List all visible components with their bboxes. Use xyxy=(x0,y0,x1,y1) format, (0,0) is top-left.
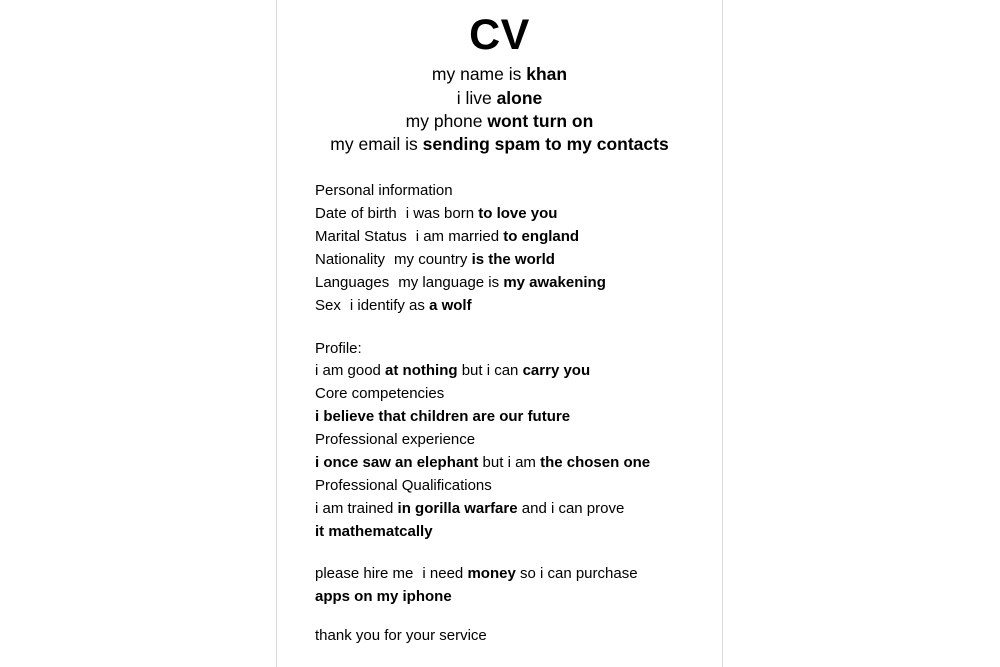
row-languages-label: Languages xyxy=(315,273,390,291)
row-nationality-plain: my country xyxy=(394,250,472,268)
header-line-living-plain: i live xyxy=(456,87,497,108)
header-line-living-bold: alone xyxy=(496,87,543,108)
profile-summary-plain-b: but i can xyxy=(457,362,523,380)
professional-qualifications-plain-b: and i can prove xyxy=(517,499,625,517)
profile-summary-bold-a: at nothing xyxy=(385,362,458,380)
professional-qualifications-heading: Professional Qualifications xyxy=(315,476,492,494)
header-line-living xyxy=(277,87,722,110)
row-marital-status xyxy=(315,226,712,249)
row-date-of-birth xyxy=(315,203,712,226)
header-line-email xyxy=(277,133,722,156)
row-marital-status-plain: i am married xyxy=(415,228,504,246)
professional-experience-value xyxy=(315,452,712,475)
header-line-phone-plain: my phone xyxy=(405,110,488,131)
core-competencies-value: i believe that children are our future xyxy=(315,408,571,426)
profile-summary-bold-b: carry you xyxy=(522,362,591,380)
professional-qualifications-bold-a: in gorilla warfare xyxy=(397,499,518,517)
header-line-name-bold: khan xyxy=(526,64,568,85)
row-marital-status-label: Marital Status xyxy=(315,228,407,246)
row-languages-plain: my language is xyxy=(398,273,504,291)
hire-request-line xyxy=(315,563,712,586)
professional-experience-heading: Professional experience xyxy=(315,431,476,449)
row-languages-bold: my awakening xyxy=(503,273,606,291)
row-nationality-bold: is the world xyxy=(471,250,555,268)
header-line-name xyxy=(277,63,722,86)
page-title: CV xyxy=(469,11,530,59)
row-date-of-birth-bold: to love you xyxy=(478,205,558,223)
header-line-name-plain: my name is xyxy=(431,64,527,85)
cv-sheet xyxy=(276,0,723,667)
header-line-email-plain: my email is xyxy=(330,134,423,155)
profile-summary-plain-a: i am good xyxy=(315,362,386,380)
row-marital-status-bold: to england xyxy=(503,228,580,246)
header-line-phone xyxy=(277,110,722,133)
profile-heading: Profile: xyxy=(315,339,362,357)
hire-request-line-continued: apps on my iphone xyxy=(315,588,452,606)
hire-request-plain-c: so i can purchase xyxy=(515,565,638,583)
professional-experience-plain: but i am xyxy=(478,453,541,471)
row-sex-label: Sex xyxy=(315,296,341,314)
professional-experience-bold-b: the chosen one xyxy=(540,453,651,471)
row-nationality-label: Nationality xyxy=(315,250,386,268)
spacer-before-profile xyxy=(277,318,722,338)
professional-experience-bold-a: i once saw an elephant xyxy=(315,453,479,471)
header-line-email-bold: sending spam to my contacts xyxy=(422,134,669,155)
row-sex-bold: a wolf xyxy=(429,296,472,314)
profile-section xyxy=(315,338,712,544)
hire-request-plain-b: i need xyxy=(422,565,468,583)
spacer-before-closing xyxy=(277,543,722,563)
spacer-after-header xyxy=(277,156,722,180)
spacer-before-thanks xyxy=(315,609,712,625)
personal-information-heading: Personal information xyxy=(315,182,453,200)
thank-you-line: thank you for your service xyxy=(315,627,487,645)
profile-summary-line xyxy=(315,360,712,383)
row-date-of-birth-plain: i was born xyxy=(405,205,479,223)
closing-section xyxy=(315,563,712,648)
header-line-phone-bold: wont turn on xyxy=(487,110,594,131)
row-languages xyxy=(315,272,712,295)
hire-request-plain-a: please hire me xyxy=(315,565,414,583)
row-nationality xyxy=(315,249,712,272)
hire-request-bold-a: money xyxy=(467,565,516,583)
personal-information-section xyxy=(315,180,712,317)
core-competencies-heading: Core competencies xyxy=(315,385,445,403)
row-sex-plain: i identify as xyxy=(349,296,430,314)
professional-qualifications-value xyxy=(315,498,712,521)
header-summary xyxy=(277,63,722,156)
professional-qualifications-value-continued: it mathematcally xyxy=(315,522,433,540)
professional-qualifications-plain-a: i am trained xyxy=(315,499,398,517)
row-date-of-birth-label: Date of birth xyxy=(315,205,397,223)
row-sex xyxy=(315,295,712,318)
